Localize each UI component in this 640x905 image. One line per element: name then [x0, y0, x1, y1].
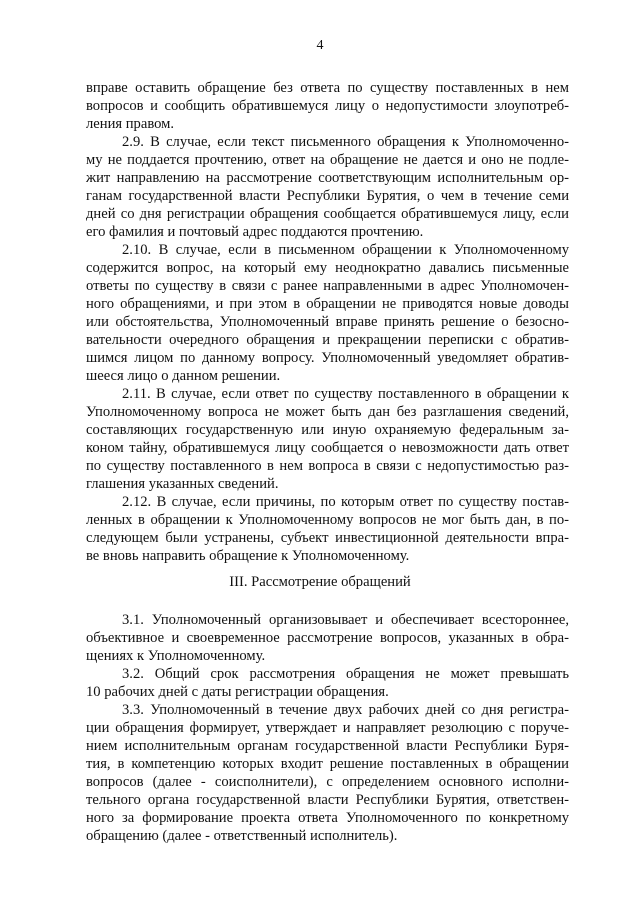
text-line: ленных в обращении к Уполномоченному вопросов не мог быть дан, в по- [86, 512, 569, 528]
section-heading: III. Рассмотрение обращений [229, 574, 411, 590]
text-line: ве вновь направить обращение к Уполномоченному. [86, 548, 410, 564]
text-line: 2.9. В случае, если текст письменного обращения к Уполномоченно- [122, 134, 569, 150]
text-line: вопросов и сообщить обратившемуся лицу о недопустимости злоупотреб- [86, 98, 569, 114]
text-line: шееся лицо о данном решении. [86, 368, 281, 384]
text-line: 2.12. В случае, если причины, по которым ответ по существу постав- [122, 494, 569, 510]
text-line: 3.3. Уполномоченный в течение двух рабочих дней со дня регистра- [122, 702, 569, 718]
text-line: обращению (далее - ответственный исполнитель). [86, 828, 398, 844]
text-line: вправе оставить обращение без ответа по существу поставленных в нем [86, 80, 569, 96]
text-line: шимся лицом по данному вопросу. Уполномоченный уведомляет обратив- [86, 350, 569, 366]
text-line: Уполномоченному вопроса не может быть дан без разглашения сведений, [86, 404, 569, 420]
text-line: глашения указанных сведений. [86, 476, 279, 492]
text-line: щениях к Уполномоченному. [86, 648, 266, 664]
text-line: му не поддается прочтению, ответ на обращение не дается и оно не подле- [86, 152, 569, 168]
text-line: 3.1. Уполномоченный организовывает и обеспечивает всестороннее, [122, 612, 569, 628]
text-line: следующем были устранены, субъект инвестиционной деятельности впра- [86, 530, 569, 546]
text-line: ответы по существу в связи с ранее направленными в адрес Уполномочен- [86, 278, 569, 294]
text-line: его фамилия и почтовый адрес поддаются прочтению. [86, 224, 424, 240]
text-line: 10 рабочих дней с даты регистрации обращения. [86, 684, 389, 700]
text-line: нием исполнительным органам государственной власти Республики Буря- [86, 738, 569, 754]
text-line: 2.11. В случае, если ответ по существу поставленного в обращении к [122, 386, 569, 402]
text-line: ганам государственной власти Республики Бурятия, о чем в течение семи [86, 188, 569, 204]
text-line: составляющих государственную или иную охраняемую федеральным за- [86, 422, 569, 438]
text-line: ного обращениями, и при этом в обращении не приводятся новые доводы [86, 296, 569, 312]
text-line: жит направлению на рассмотрение соответствующим исполнительным ор- [86, 170, 569, 186]
text-line: вопросов (далее - соисполнители), с определением основного исполни- [86, 774, 569, 790]
text-line: вательности очередного обращения и прекращении переписки с обратив- [86, 332, 569, 348]
text-line: ного за формирование проекта ответа Уполномоченного по конкретному [86, 810, 569, 826]
text-line: содержится вопрос, на который ему неоднократно давались письменные [86, 260, 569, 276]
text-line: объективное и своевременное рассмотрение вопросов, указанных в обра- [86, 630, 569, 646]
text-line: или обстоятельства, Уполномоченный вправе принять решение о безосно- [86, 314, 569, 330]
page-number: 4 [316, 38, 324, 53]
text-line: ции обращения формирует, утверждает и направляет резолюцию с поруче- [86, 720, 569, 736]
text-line: 3.2. Общий срок рассмотрения обращения не может превышать [122, 666, 569, 682]
text-line: по существу поставленного в нем вопроса в связи с недопустимостью раз- [86, 458, 569, 474]
text-line: тия, в компетенцию которых входит решение поставленных в обращении [86, 756, 569, 772]
text-line: 2.10. В случае, если в письменном обращении к Уполномоченному [122, 242, 569, 258]
text-line: дней со дня регистрации обращения сообщается обратившемуся лицу, если [86, 206, 569, 222]
text-line: ления правом. [86, 116, 175, 132]
text-line: тельного органа государственной власти Республики Бурятия, ответствен- [86, 792, 569, 808]
text-line: коном тайну, обратившемуся лицу сообщается о невозможности дать ответ [86, 440, 569, 456]
